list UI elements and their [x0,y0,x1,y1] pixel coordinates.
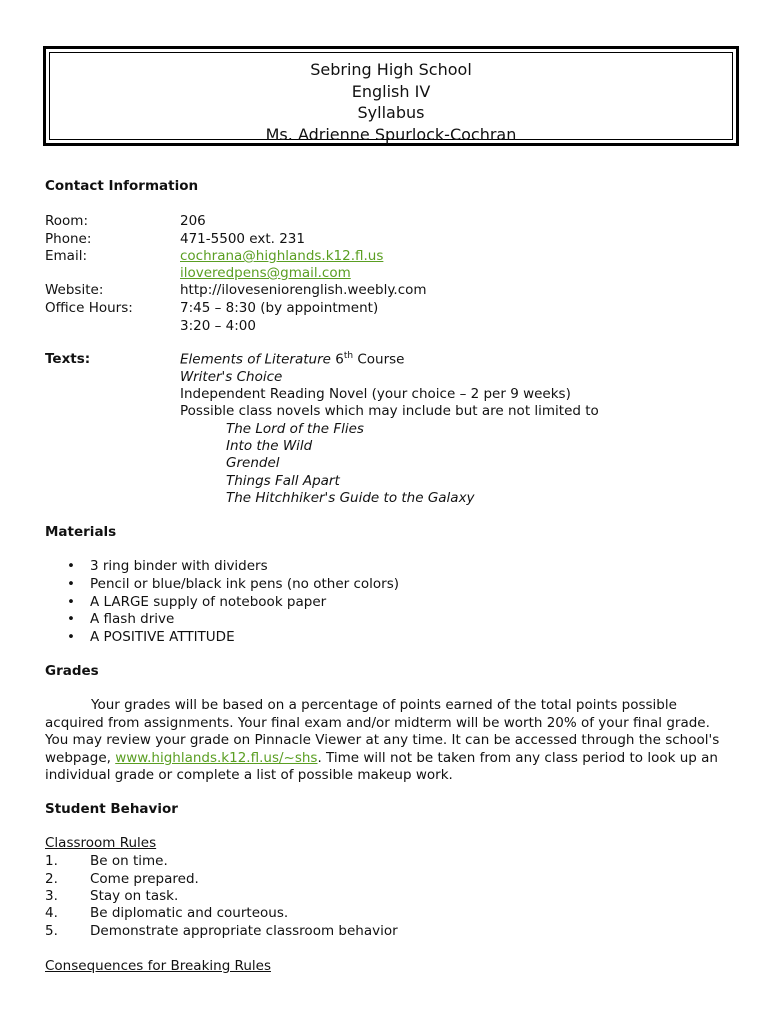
website-label: Website: [45,282,104,298]
rule-number: 2. [45,871,58,887]
bullet-icon: • [67,558,75,574]
novel-item: Things Fall Apart [226,473,340,489]
rule-number: 1. [45,853,58,869]
text-elements-title: Elements of Literature [180,351,331,368]
novel-item: Into the Wild [226,438,313,454]
novel-item: The Lord of the Flies [226,421,364,437]
text-elements-ordinal: 6 [335,351,344,368]
office-hours-morning: 7:45 – 8:30 (by appointment) [180,300,379,316]
text-elements-of-literature [180,351,404,368]
novel-item: Grendel [226,455,280,471]
materials-item: A LARGE supply of notebook paper [90,594,327,610]
bullet-icon: • [67,576,75,592]
room-label: Room: [45,213,88,229]
title-box [43,46,739,146]
grades-paragraph [45,697,735,785]
materials-item: A flash drive [90,611,175,627]
behavior-heading: Student Behavior [45,801,178,817]
texts-heading: Texts: [45,351,91,367]
phone-label: Phone: [45,231,92,247]
text-elements-course: Course [353,351,405,368]
rule-text: Be on time. [90,853,168,869]
text-possible-novels: Possible class novels which may include but are not limited to [180,403,599,419]
bullet-icon: • [67,611,75,627]
website-value: http://iloveseniorenglish.weebly.com [180,282,427,298]
rule-number: 4. [45,905,58,921]
bullet-icon: • [67,629,75,645]
course-name: English IV [351,81,431,101]
contact-heading: Contact Information [45,178,199,194]
grades-text-part1: Your grades will be based on a percentage of points earned of the total points possible acquired from assignments. Your final exam and/or midterm will be worth 20% of your final grade. You may review your grade on Pinnacle Viewer at any time. It can be accessed through the school's webpage, [45,697,720,766]
materials-heading: Materials [45,524,117,540]
bullet-icon: • [67,594,75,610]
school-name: Sebring High School [310,60,472,79]
phone-value: 471-5500 ext. 231 [180,231,305,247]
materials-item: Pencil or blue/black ink pens (no other colors) [90,576,400,592]
office-hours-afternoon: 3:20 – 4:00 [180,318,256,334]
materials-item: 3 ring binder with dividers [90,558,268,574]
title-box-inner [49,52,733,144]
rule-text: Be diplomatic and courteous. [90,905,289,921]
text-elements-superscript: th [343,351,354,361]
document-type: Syllabus [357,103,425,122]
text-independent-reading: Independent Reading Novel (your choice – 2 per 9 weeks) [180,386,571,402]
email-label: Email: [45,248,88,264]
consequences-heading: Consequences for Breaking Rules [45,958,271,974]
rule-number: 5. [45,923,58,939]
materials-item: A POSITIVE ATTITUDE [90,629,235,645]
rule-number: 3. [45,888,58,904]
classroom-rules-heading: Classroom Rules [45,835,157,851]
grades-text-part2: . Time will not be taken from any class period to look up an individual grade or complete a list of possible makeup work. [45,749,718,783]
grades-heading: Grades [45,663,99,679]
email-link-school[interactable]: cochrana@highlands.k12.fl.us [180,248,384,264]
pinnacle-link[interactable]: www.highlands.k12.fl.us/~shs [115,749,318,766]
rule-text: Stay on task. [90,888,179,904]
room-value: 206 [180,213,206,229]
teacher-name: Ms. Adrienne Spurlock-Cochran [265,124,517,144]
rule-text: Come prepared. [90,871,199,887]
rule-text: Demonstrate appropriate classroom behavior [90,923,398,939]
email-link-gmail[interactable]: iloveredpens@gmail.com [180,265,351,281]
text-writers-choice: Writer's Choice [180,369,283,385]
novel-item: The Hitchhiker's Guide to the Galaxy [226,490,475,506]
office-hours-label: Office Hours: [45,300,133,316]
